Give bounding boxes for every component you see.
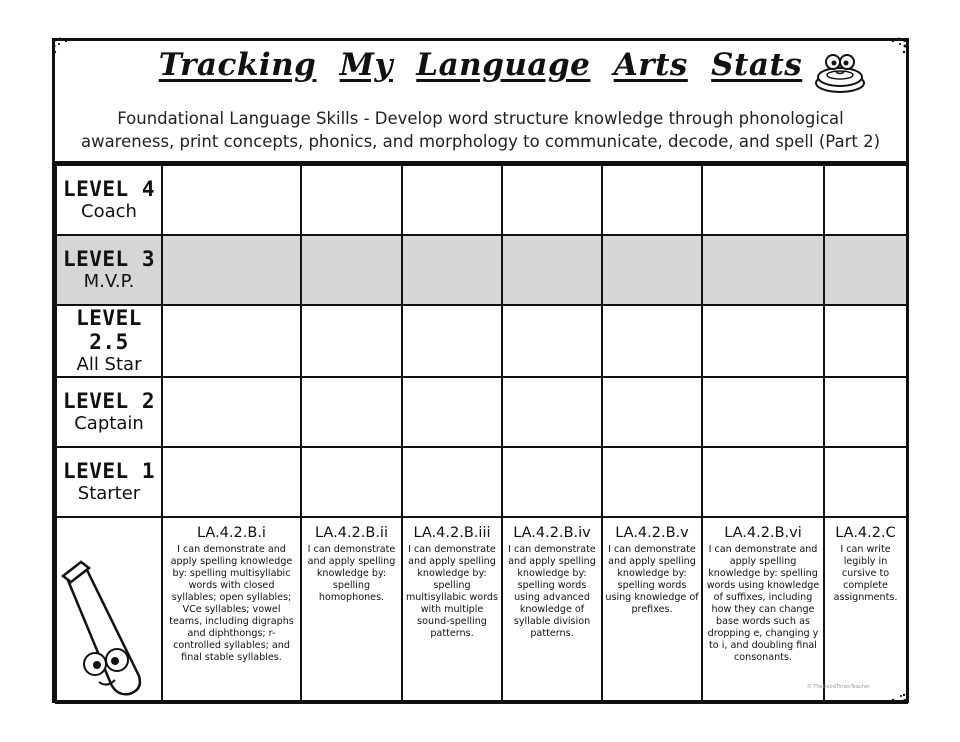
level-number: LEVEL 3 (62, 247, 155, 271)
tracking-cell[interactable] (702, 447, 824, 517)
tracking-cell[interactable] (162, 235, 301, 305)
tracking-cell[interactable] (702, 377, 824, 447)
tracking-cell[interactable] (162, 447, 301, 517)
level-row-4 (56, 165, 907, 235)
title-word: Arts (613, 47, 688, 83)
tracking-cell[interactable] (162, 305, 301, 377)
standard-cell (162, 517, 301, 703)
standard-text: I can demonstrate and apply spelling knowledge by: spelling homophones. (307, 544, 396, 603)
tracking-cell[interactable] (402, 235, 502, 305)
level-label (56, 305, 162, 377)
tracking-cell[interactable] (602, 305, 702, 377)
level-number: LEVEL 2 (62, 389, 155, 413)
tracking-cell[interactable] (402, 377, 502, 447)
standard-code: LA.4.2.C (835, 525, 896, 541)
tracking-cell[interactable] (702, 235, 824, 305)
standard-text: I can demonstrate and apply spelling knowledge by: spelling multisyllabic words with multiple sound-spelling patterns. (405, 544, 499, 639)
subtitle-line-1: Foundational Language Skills - Develop word structure knowledge through phonological (117, 109, 844, 128)
level-label (56, 447, 162, 517)
standard-code: LA.4.2.B.vi (724, 525, 802, 541)
tracking-cell[interactable] (824, 377, 907, 447)
tracking-cell[interactable] (402, 447, 502, 517)
corner-decoration-icon (50, 36, 86, 62)
tracking-cell[interactable] (402, 305, 502, 377)
tracking-cell[interactable] (502, 165, 602, 235)
page-subtitle (75, 107, 886, 153)
standard-cell (824, 517, 907, 703)
standard-code: LA.4.2.B.ii (315, 525, 388, 541)
tracking-cell[interactable] (502, 235, 602, 305)
standard-text: I can demonstrate and apply spelling knowledge by: spelling words using advanced knowledge of syllable division patterns. (508, 544, 596, 639)
stats-grid (55, 164, 908, 704)
page-title (55, 47, 906, 83)
tracking-cell[interactable] (301, 377, 402, 447)
corner-decoration-icon (873, 679, 909, 705)
standard-code: LA.4.2.B.iv (513, 525, 591, 541)
tracking-cell[interactable] (702, 305, 824, 377)
tracking-cell[interactable] (602, 377, 702, 447)
standard-cell (502, 517, 602, 703)
tracking-cell[interactable] (301, 165, 402, 235)
sheet-header (55, 41, 906, 164)
tracking-cell[interactable] (602, 165, 702, 235)
tracking-cell[interactable] (602, 235, 702, 305)
level-row-2 (56, 377, 907, 447)
standard-code: LA.4.2.B.i (197, 525, 266, 541)
tracking-cell[interactable] (502, 447, 602, 517)
tracking-cell[interactable] (824, 305, 907, 377)
level-row-2-5 (56, 305, 907, 377)
tracking-cell[interactable] (301, 235, 402, 305)
tracking-cell[interactable] (702, 165, 824, 235)
standard-code: LA.4.2.B.iii (413, 525, 491, 541)
standard-cell (402, 517, 502, 703)
level-row-1 (56, 447, 907, 517)
standard-text: I can demonstrate and apply spelling knowledge by: spelling multisyllabic words with closed syllables; open syllables; VCe syllables; vowel teams, including digraphs and diphthongs; r-controlled syllables; and final stable syllables. (169, 544, 294, 663)
tracking-cell[interactable] (402, 165, 502, 235)
level-number: LEVEL 1 (62, 459, 155, 483)
level-number: LEVEL 2.5 (76, 306, 142, 354)
standard-cell (301, 517, 402, 703)
copyright-text: © TheGoodTimesTeacher (806, 684, 870, 690)
title-word: Language (416, 47, 591, 83)
level-name: Starter (77, 483, 141, 504)
title-word: Stats (711, 47, 803, 83)
level-row-3 (56, 235, 907, 305)
standard-cell (702, 517, 824, 703)
level-label (56, 377, 162, 447)
level-label (56, 235, 162, 305)
standard-text: I can demonstrate and apply spelling knowledge by: spelling words using knowledge of prefixes. (605, 544, 699, 615)
tracking-cell[interactable] (824, 235, 907, 305)
mascot-icon (814, 51, 866, 95)
level-number: LEVEL 4 (62, 177, 155, 201)
level-name: Captain (74, 413, 144, 434)
subtitle-line-2: awareness, print concepts, phonics, and morphology to communicate, decode, and spell (Part 2) (80, 132, 881, 151)
title-word: Tracking (158, 47, 317, 83)
tracking-sheet (52, 38, 909, 703)
tracking-cell[interactable] (502, 377, 602, 447)
tracking-cell[interactable] (602, 447, 702, 517)
level-name: M.V.P. (83, 271, 135, 292)
level-name: All Star (76, 354, 142, 375)
standard-cell (602, 517, 702, 703)
standard-text: I can write legibly in cursive to complete assignments. (833, 544, 898, 603)
standards-row (56, 517, 907, 703)
standard-code: LA.4.2.B.v (615, 525, 689, 541)
standard-text: I can demonstrate and apply spelling knowledge by: spelling words using knowledge of suffixes, including how they can change base words such as dropping e, changing y to i, and doubling final consonants. (706, 544, 820, 663)
bat-mascot-icon (59, 526, 159, 698)
tracking-cell[interactable] (824, 447, 907, 517)
tracking-cell[interactable] (502, 305, 602, 377)
level-name: Coach (81, 201, 137, 222)
corner-decoration-icon (50, 679, 86, 705)
tracking-cell[interactable] (301, 447, 402, 517)
tracking-cell[interactable] (301, 305, 402, 377)
mascot-cell (56, 517, 162, 703)
tracking-cell[interactable] (162, 377, 301, 447)
tracking-cell[interactable] (162, 165, 301, 235)
title-word: My (339, 47, 393, 83)
level-label (56, 165, 162, 235)
corner-decoration-icon (873, 36, 909, 62)
tracking-cell[interactable] (824, 165, 907, 235)
